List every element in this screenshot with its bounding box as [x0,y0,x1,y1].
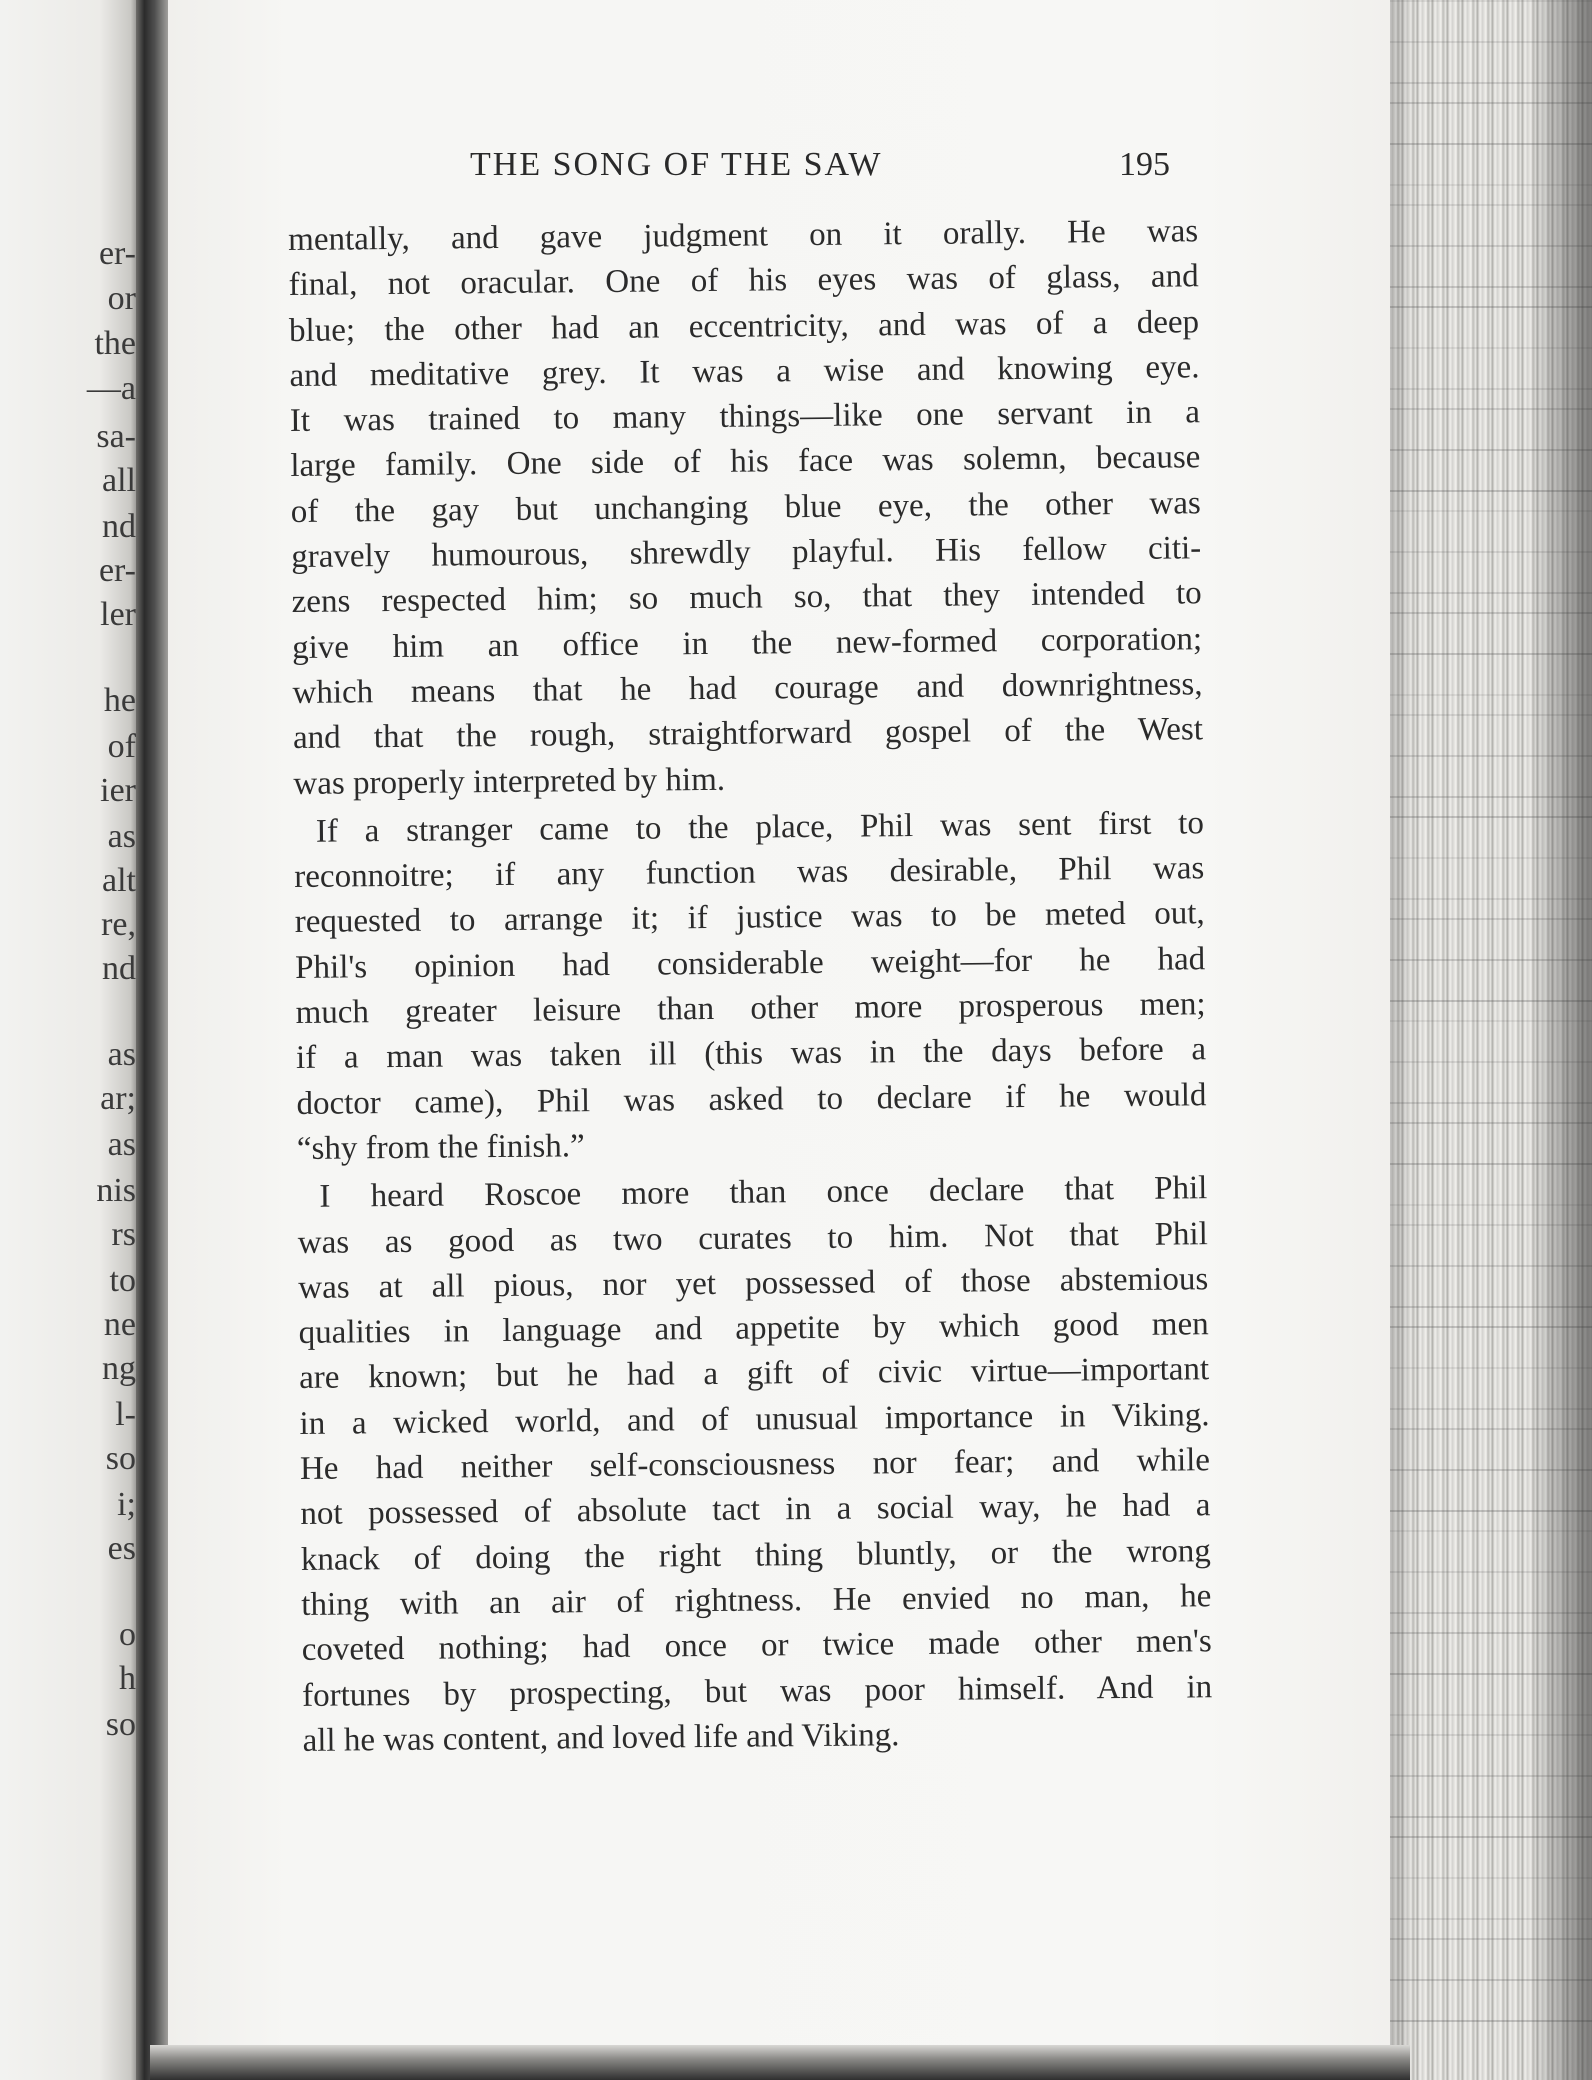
text-line: in a wicked world, and of unusual importance in Viking. [299,1396,1210,1442]
text-line: and that the rough, straightforward gospel of the West [292,711,1204,757]
previous-page-edge [0,0,142,2080]
previous-page-word-fragment: i; [117,1486,136,1523]
paragraph [297,1166,1213,1764]
text-line: fortunes by prospecting, but was poor himself. And in [302,1668,1213,1714]
previous-page-word-fragment: he [103,682,136,719]
previous-page-word-fragment: as [107,1036,136,1073]
text-line: “shy from the finish.” [296,1128,585,1167]
running-title: THE SONG OF THE SAW [470,146,883,183]
text-line: all he was content, and loved life and Viking. [302,1716,900,1759]
text-line: Phil's opinion had considerable weight—for he had [295,940,1206,986]
previous-page-word-fragment: ne [103,1306,136,1343]
text-line: final, not oracular. One of his eyes was of glass, and [288,258,1199,304]
text-line: I heard Roscoe more than once declare that Phil [319,1170,1208,1215]
text-line: which means that he had courage and downrightness, [292,666,1203,711]
text-line: not possessed of absolute tact in a social way, he had a [300,1487,1211,1533]
previous-page-word-fragment: h [119,1660,136,1697]
previous-page-word-fragment: re, [101,906,136,943]
text-line: zens respected him; so much so, that they intended to [291,575,1202,621]
text-line: are known; but he had a gift of civic virtue—important [298,1351,1210,1397]
text-line: doctor came), Phil was asked to declare if he would [296,1076,1207,1122]
previous-page-word-fragment: as [107,1126,136,1163]
text-line: give him an office in the new-formed corporation; [291,620,1203,666]
previous-page-word-fragment: —a [86,370,136,407]
previous-page-word-fragment: or [107,280,136,317]
page-number: 195 [1119,146,1170,183]
page-bottom-edge [150,2045,1410,2080]
text-line: qualities in language and appetite by which good men [298,1306,1209,1352]
text-line: gravely humourous, shrewdly playful. His fellow citi- [291,530,1202,576]
previous-page-word-fragment: so [105,1440,136,1477]
previous-page-word-fragment: so [105,1706,136,1743]
text-line: He had neither self-consciousness nor fear; and while [299,1442,1211,1487]
text-line: reconnoitre; if any function was desirable, Phil was [294,850,1205,896]
previous-page-word-fragment: l- [115,1396,136,1433]
fore-edge-shadow [1378,0,1592,2080]
previous-page-word-fragment: es [107,1530,136,1567]
text-line: knack of doing the right thing bluntly, or the wrong [300,1532,1212,1578]
page-body-text [288,209,1213,1764]
previous-page-word-fragment: ng [102,1350,136,1387]
previous-page-word-fragment: sa- [96,418,136,455]
previous-page-word-fragment: rs [111,1216,136,1253]
text-line: large family. One side of his face was solemn, because [290,439,1201,485]
text-line: It was trained to many things—like one servant in a [289,394,1201,440]
previous-page-word-fragment: er- [98,235,136,272]
previous-page-word-fragment: as [107,818,136,855]
text-line: If a stranger came to the place, Phil was sent first to [315,805,1205,850]
text-line: thing with an air of rightness. He envied no man, he [301,1578,1212,1623]
previous-page-word-fragment: of [107,728,136,765]
previous-page-word-fragment: er- [98,552,136,589]
previous-page-word-fragment: o [119,1616,136,1653]
previous-page-word-fragment: the [94,325,136,362]
previous-page-word-fragment: nd [102,950,136,987]
previous-page-word-fragment: ler [100,596,136,633]
text-line: blue; the other had an eccentricity, and was of a deep [288,303,1200,349]
running-header [470,146,1170,196]
previous-page-word-fragment: nis [96,1172,136,1209]
previous-page-word-fragment: ar; [100,1080,136,1117]
paragraph [288,209,1204,807]
text-line: and meditative grey. It was a wise and knowing eye. [289,349,1200,394]
text-line: of the gay but unchanging blue eye, the other was [290,485,1201,530]
text-line: was at all pious, nor yet possessed of those abstemious [298,1261,1209,1306]
text-line: mentally, and gave judgment on it orally. He was [288,213,1199,258]
text-line: was as good as two curates to him. Not that Phil [297,1215,1208,1261]
text-line: coveted nothing; had once or twice made other men's [301,1623,1212,1669]
previous-page-word-fragment: alt [102,862,136,899]
text-line: was properly interpreted by him. [293,761,726,802]
previous-page-word-fragment: nd [102,508,136,545]
previous-page-word-fragment: ier [100,772,136,809]
text-line: much greater leisure than other more prosperous men; [295,986,1206,1032]
previous-page-word-fragment: to [109,1262,136,1299]
paragraph [294,801,1207,1172]
text-line: requested to arrange it; if justice was to be meted out, [294,895,1205,941]
previous-page-word-fragment: all [102,462,136,499]
text-line: if a man was taken ill (this was in the days before a [295,1031,1207,1077]
